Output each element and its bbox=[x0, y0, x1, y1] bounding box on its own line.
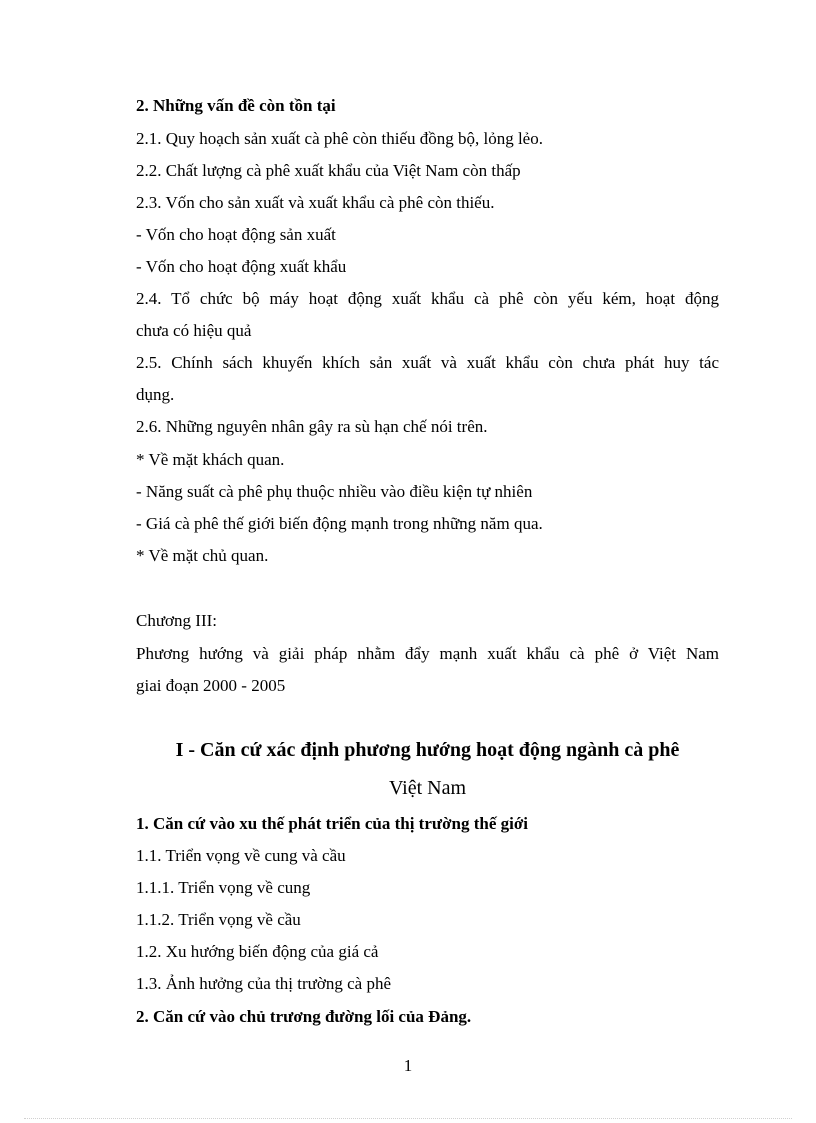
item-1-1: 1.1. Triển vọng về cung và cầu bbox=[136, 846, 346, 865]
chapter-title-line1: Phương hướng và giải pháp nhằm đẩy mạnh xuất khẩu cà phê ở Việt Nam bbox=[136, 644, 719, 663]
item-2-4-line1: 2.4. Tổ chức bộ máy hoạt động xuất khẩu cà phê còn yếu kém, hoạt động bbox=[136, 289, 719, 308]
item-2-2: 2.2. Chất lượng cà phê xuất khẩu của Việt Nam còn thấp bbox=[136, 161, 521, 180]
item-2-6: 2.6. Những nguyên nhân gây ra sù hạn chế nói trên. bbox=[136, 417, 488, 436]
chapter-title-line2: giai đoạn 2000 - 2005 bbox=[136, 676, 286, 695]
main-heading-line1: I - Căn cứ xác định phương hướng hoạt động ngành cà phê bbox=[175, 739, 680, 761]
chu-quan-heading: * Về mặt chủ quan. bbox=[136, 546, 269, 565]
item-2-1: 2.1. Quy hoạch sản xuất cà phê còn thiếu đồng bộ, lỏng lẻo. bbox=[136, 129, 543, 148]
item-2-4-line2: chưa có hiệu quả bbox=[136, 321, 252, 340]
subsection-1-title: 1. Căn cứ vào xu thế phát triển của thị trường thế giới bbox=[136, 814, 528, 833]
item-2-5-line2: dụng. bbox=[136, 385, 175, 404]
item-1-2: 1.2. Xu hướng biến động của giá cả bbox=[136, 942, 379, 961]
item-1-3: 1.3. Ảnh hưởng của thị trường cà phê bbox=[136, 974, 391, 993]
main-heading-line2: Việt Nam bbox=[388, 777, 467, 799]
bullet-von-san-xuat: - Vốn cho hoạt động sản xuất bbox=[136, 225, 336, 244]
khach-quan-heading: * Về mặt khách quan. bbox=[136, 450, 285, 469]
item-2-3: 2.3. Vốn cho sản xuất và xuất khẩu cà phê còn thiếu. bbox=[136, 193, 495, 212]
page-number: 1 bbox=[403, 1056, 413, 1075]
bullet-von-xuat-khau: - Vốn cho hoạt động xuất khẩu bbox=[136, 257, 347, 276]
chapter-label: Chương III: bbox=[136, 611, 217, 630]
subsection-2-title: 2. Căn cứ vào chủ trương đường lối của Đảng. bbox=[136, 1007, 472, 1026]
page-bottom-divider bbox=[24, 1118, 792, 1119]
bullet-gia: - Giá cà phê thế giới biến động mạnh trong những năm qua. bbox=[136, 514, 543, 533]
item-2-5-line1: 2.5. Chính sách khuyến khích sản xuất và xuất khẩu còn chưa phát huy tác bbox=[136, 353, 719, 372]
item-1-1-1: 1.1.1. Triển vọng về cung bbox=[136, 878, 311, 897]
item-1-1-2: 1.1.2. Triển vọng về cầu bbox=[136, 910, 301, 929]
bullet-nang-suat: - Năng suất cà phê phụ thuộc nhiều vào điều kiện tự nhiên bbox=[136, 482, 533, 501]
section-2-title: 2. Những vấn đề còn tồn tại bbox=[136, 96, 336, 115]
